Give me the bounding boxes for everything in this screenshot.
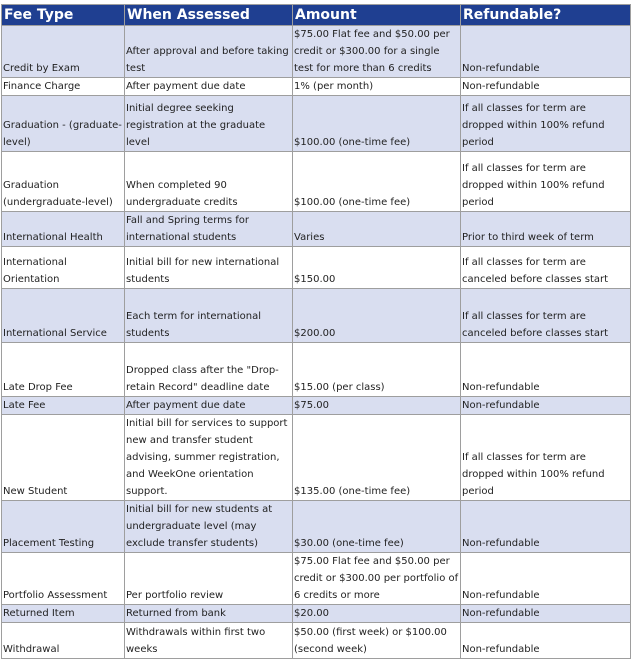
header-fee-type: Fee Type <box>2 5 125 26</box>
cell-amount: $50.00 (first week) or $100.00 (second week) <box>293 623 461 659</box>
cell-amount: $200.00 <box>293 289 461 343</box>
cell-refundable: Non-refundable <box>461 623 631 659</box>
header-refundable: Refundable? <box>461 5 631 26</box>
table-row <box>2 553 631 605</box>
cell-refundable: Non-refundable <box>461 397 631 415</box>
cell-when-assessed: Initial bill for new international students <box>125 247 293 289</box>
cell-amount: $30.00 (one-time fee) <box>293 501 461 553</box>
cell-fee-type: Graduation - (graduate-level) <box>2 96 125 152</box>
cell-fee-type: International Service <box>2 289 125 343</box>
cell-fee-type: Late Drop Fee <box>2 343 125 397</box>
cell-amount: $75.00 <box>293 397 461 415</box>
cell-amount: $20.00 <box>293 605 461 623</box>
cell-fee-type: Finance Charge <box>2 78 125 96</box>
cell-refundable: If all classes for term are canceled before classes start <box>461 247 631 289</box>
cell-refundable: Non-refundable <box>461 501 631 553</box>
cell-refundable: Non-refundable <box>461 343 631 397</box>
table-row <box>2 96 631 152</box>
cell-when-assessed: After payment due date <box>125 78 293 96</box>
cell-refundable: If all classes for term are dropped within 100% refund period <box>461 96 631 152</box>
cell-refundable: Non-refundable <box>461 605 631 623</box>
cell-refundable: Prior to third week of term <box>461 212 631 247</box>
cell-amount: $150.00 <box>293 247 461 289</box>
cell-amount: $75.00 Flat fee and $50.00 per credit or $300.00 for a single test for more than 6 credits <box>293 26 461 78</box>
cell-fee-type: Returned Item <box>2 605 125 623</box>
cell-fee-type: International Orientation <box>2 247 125 289</box>
cell-refundable: If all classes for term are dropped within 100% refund period <box>461 152 631 212</box>
cell-fee-type: New Student <box>2 415 125 501</box>
cell-amount: $100.00 (one-time fee) <box>293 96 461 152</box>
cell-refundable: If all classes for term are canceled before classes start <box>461 289 631 343</box>
cell-fee-type: Late Fee <box>2 397 125 415</box>
cell-fee-type: Graduation (undergraduate-level) <box>2 152 125 212</box>
table-header-row <box>2 5 631 26</box>
cell-when-assessed: Fall and Spring terms for international students <box>125 212 293 247</box>
cell-fee-type: Credit by Exam <box>2 26 125 78</box>
cell-when-assessed: Initial degree seeking registration at the graduate level <box>125 96 293 152</box>
header-when-assessed: When Assessed <box>125 5 293 26</box>
cell-when-assessed: Per portfolio review <box>125 553 293 605</box>
cell-fee-type: Portfolio Assessment <box>2 553 125 605</box>
cell-when-assessed: Initial bill for new students at undergraduate level (may exclude transfer students) <box>125 501 293 553</box>
cell-amount: 1% (per month) <box>293 78 461 96</box>
cell-refundable: Non-refundable <box>461 553 631 605</box>
cell-refundable: Non-refundable <box>461 26 631 78</box>
cell-when-assessed: After approval and before taking test <box>125 26 293 78</box>
cell-fee-type: International Health <box>2 212 125 247</box>
cell-amount: Varies <box>293 212 461 247</box>
table-row <box>2 78 631 96</box>
cell-refundable: If all classes for term are dropped within 100% refund period <box>461 415 631 501</box>
table-row <box>2 343 631 397</box>
cell-when-assessed: Initial bill for services to support new and transfer student advising, summer registration, and WeekOne orientation support. <box>125 415 293 501</box>
cell-when-assessed: Each term for international students <box>125 289 293 343</box>
cell-when-assessed: Dropped class after the "Drop-retain Record" deadline date <box>125 343 293 397</box>
table-row <box>2 623 631 659</box>
cell-refundable: Non-refundable <box>461 78 631 96</box>
fee-table <box>1 4 631 659</box>
cell-when-assessed: Returned from bank <box>125 605 293 623</box>
cell-fee-type: Placement Testing <box>2 501 125 553</box>
table-row <box>2 605 631 623</box>
cell-amount: $135.00 (one-time fee) <box>293 415 461 501</box>
cell-amount: $75.00 Flat fee and $50.00 per credit or $300.00 per portfolio of 6 credits or more <box>293 553 461 605</box>
table-row <box>2 152 631 212</box>
table-row <box>2 415 631 501</box>
table-row <box>2 289 631 343</box>
table-row <box>2 212 631 247</box>
table-row <box>2 247 631 289</box>
table-row <box>2 397 631 415</box>
table-row <box>2 501 631 553</box>
cell-when-assessed: When completed 90 undergraduate credits <box>125 152 293 212</box>
cell-when-assessed: After payment due date <box>125 397 293 415</box>
cell-when-assessed: Withdrawals within first two weeks <box>125 623 293 659</box>
header-amount: Amount <box>293 5 461 26</box>
cell-amount: $15.00 (per class) <box>293 343 461 397</box>
cell-fee-type: Withdrawal <box>2 623 125 659</box>
table-row <box>2 26 631 78</box>
cell-amount: $100.00 (one-time fee) <box>293 152 461 212</box>
